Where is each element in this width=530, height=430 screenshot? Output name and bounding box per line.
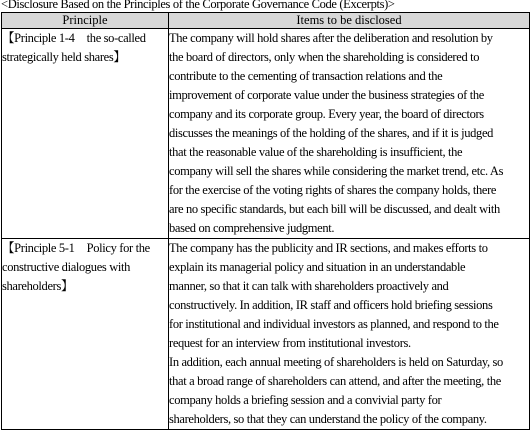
- items-line: company and its corporate group. Every year, the board of directors: [169, 107, 484, 121]
- table-header-row: [2, 13, 530, 29]
- items-line: explain its managerial policy and situation in an understandable: [169, 260, 466, 274]
- principle-cell: [2, 239, 169, 430]
- disclosure-table: [1, 12, 530, 430]
- items-line: The company has the publicity and IR sections, and makes efforts to: [169, 241, 488, 255]
- items-line: improvement of corporate value under the business strategies of the: [169, 88, 484, 102]
- column-header-principle: Principle: [2, 13, 169, 29]
- principle-line: shareholders】: [2, 279, 74, 293]
- items-line: In addition, each annual meeting of shareholders is held on Saturday, so: [169, 355, 503, 369]
- items-line: the board of directors, only when the shareholding is considered to: [169, 50, 480, 64]
- items-line: for the exercise of the voting rights of shares the company holds, there: [169, 183, 497, 197]
- items-line: request for an interview from institutional investors.: [169, 336, 411, 350]
- items-line: based on comprehensive judgment.: [169, 221, 335, 235]
- principle-cell: [2, 29, 169, 239]
- principle-line: 【Principle 5-1 Policy for the: [2, 241, 150, 255]
- column-header-items: Items to be disclosed: [169, 13, 530, 29]
- items-line: are no specific standards, but each bill will be discussed, and dealt with: [169, 202, 500, 216]
- items-line: shareholders, so that they can understand the policy of the company.: [169, 412, 487, 426]
- principle-line: strategically held shares】: [2, 50, 126, 64]
- principle-line: constructive dialogues with: [2, 260, 131, 274]
- items-line: contribute to the cementing of transaction relations and the: [169, 69, 443, 83]
- items-cell: [169, 239, 530, 430]
- table-row: [2, 239, 530, 430]
- items-line: discusses the meanings of the holding of the shares, and if it is judged: [169, 126, 494, 140]
- items-line: constructively. In addition, IR staff and officers hold briefing sessions: [169, 298, 493, 312]
- principle-line: 【Principle 1-4 the so-called: [2, 31, 146, 45]
- items-cell: [169, 29, 530, 239]
- table-caption: <Disclosure Based on the Principles of the Corporate Governance Code (Excerpts)>: [1, 0, 395, 11]
- items-line: that the reasonable value of the shareholding is insufficient, the: [169, 145, 463, 159]
- items-line: that a broad range of shareholders can attend, and after the meeting, the: [169, 374, 501, 388]
- items-line: company will sell the shares while considering the market trend, etc. As: [169, 164, 504, 178]
- items-line: The company will hold shares after the deliberation and resolution by: [169, 31, 493, 45]
- items-line: for institutional and individual investors as planned, and respond to the: [169, 317, 499, 331]
- items-line: manner, so that it can talk with shareholders proactively and: [169, 279, 449, 293]
- items-line: company holds a briefing session and a convivial party for: [169, 393, 442, 407]
- table-row: [2, 29, 530, 239]
